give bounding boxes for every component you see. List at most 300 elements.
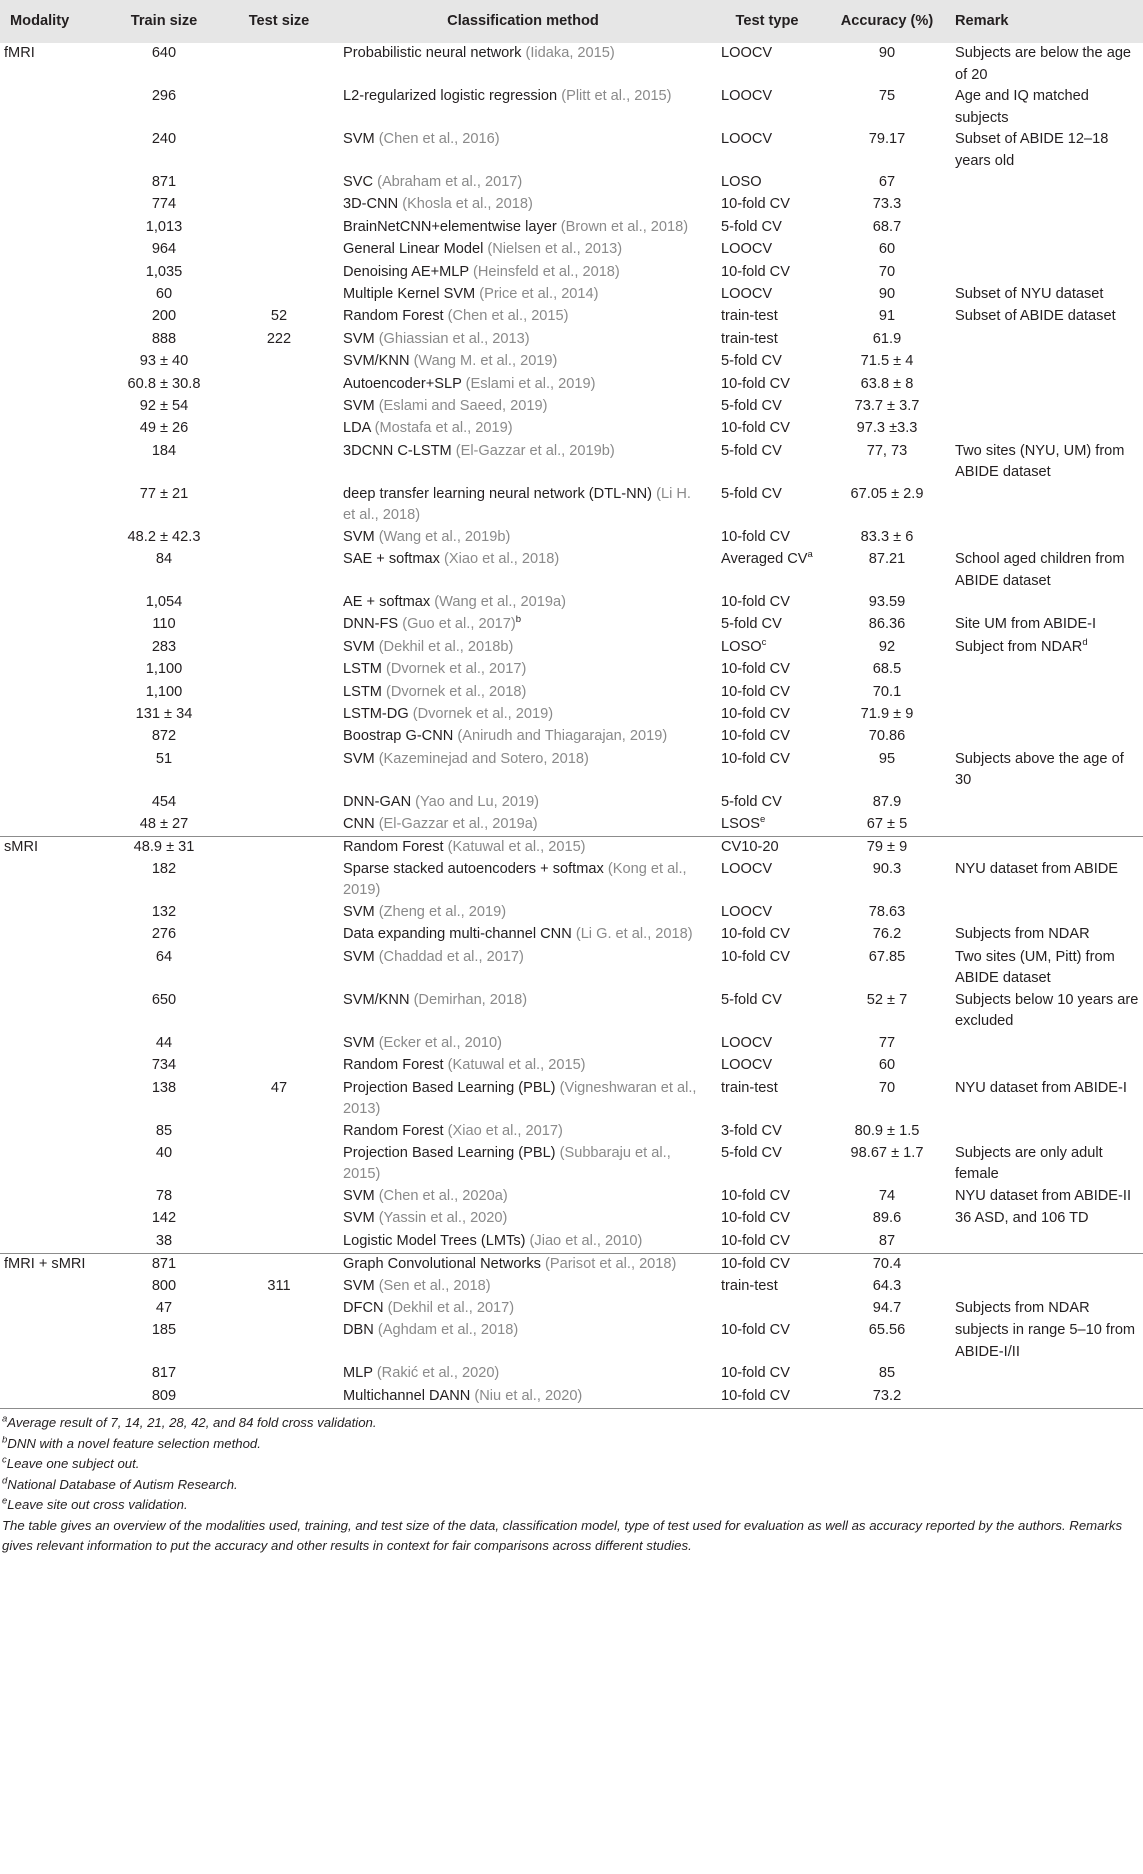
citation-link: (Parisot et al., 2018) (544, 1255, 677, 1272)
citation-link: (Xiao et al., 2017) (447, 1122, 563, 1139)
citation-link: (Demirhan, 2018) (413, 991, 528, 1008)
accuracy-text: 90 (878, 45, 896, 61)
modality-cell (0, 859, 107, 902)
test-type-cell (709, 792, 825, 814)
method-cell (337, 614, 709, 636)
citation-link: (Ecker et al., 2010) (378, 1034, 502, 1051)
test-type-text: LOOCV (721, 45, 773, 61)
test-type-text: LOOCV (721, 285, 773, 302)
test-type-text: 5-fold CV (721, 353, 782, 370)
test-type-text: 10-fold CV (721, 683, 790, 700)
test-type-text: 10-fold CV (721, 661, 790, 678)
table-row (0, 859, 1143, 902)
accuracy-text: 65.56 (868, 1322, 906, 1339)
citation-link: (Rakić et al., 2020) (376, 1365, 500, 1382)
accuracy-cell (825, 682, 949, 704)
remark-cell (949, 1253, 1143, 1275)
footnote (2, 1495, 1143, 1516)
test-size-cell (221, 726, 337, 748)
train-size-cell (107, 614, 221, 636)
method-cell (337, 262, 709, 284)
train-size-cell (107, 284, 221, 306)
test-size-cell (221, 814, 337, 836)
test-size-cell (221, 86, 337, 129)
remark-cell (949, 262, 1143, 284)
modality-cell (0, 1231, 107, 1253)
train-size-cell (107, 814, 221, 836)
remark-cell (949, 1298, 1143, 1320)
test-type-cell (709, 837, 825, 859)
train-size-text: 872 (151, 728, 177, 745)
test-type-text: 10-fold CV (721, 706, 790, 723)
modality-cell (0, 86, 107, 129)
method-name: Projection Based Learning (PBL) (343, 1079, 556, 1096)
train-size-cell (107, 549, 221, 592)
test-type-text: train-test (721, 308, 778, 325)
test-size-cell (221, 614, 337, 636)
method-cell (337, 306, 709, 328)
train-size-cell (107, 374, 221, 396)
method-name: SAE + softmax (343, 551, 440, 568)
train-size-text: 296 (151, 88, 177, 104)
table-row (0, 1363, 1143, 1385)
train-size-cell (107, 194, 221, 216)
method-name: MLP (343, 1365, 373, 1382)
test-type-cell (709, 239, 825, 261)
test-type-cell (709, 418, 825, 440)
method-cell (337, 329, 709, 351)
accuracy-text: 68.5 (872, 661, 902, 678)
footnote-marker: c (2, 1454, 7, 1466)
citation-link: (Dvornek et al., 2019) (412, 706, 554, 723)
test-size-cell (221, 682, 337, 704)
remark-cell (949, 1121, 1143, 1143)
test-type-cell (709, 374, 825, 396)
remark-text: Subjects above the age of 30 (955, 750, 1124, 789)
train-size-text: 92 ± 54 (139, 397, 189, 414)
method-cell (337, 859, 709, 902)
method-cell (337, 1276, 709, 1298)
test-type-text: 5-fold CV (721, 485, 782, 502)
accuracy-text: 80.9 ± 1.5 (854, 1122, 920, 1139)
modality-cell (0, 1363, 107, 1385)
test-type-text: 10-fold CV (721, 1322, 790, 1339)
accuracy-cell (825, 484, 949, 527)
modality-cell (0, 902, 107, 924)
accuracy-text: 67.85 (868, 948, 906, 965)
method-name: Projection Based Learning (PBL) (343, 1144, 556, 1161)
modality-cell (0, 749, 107, 792)
citation-link: (Eslami and Saeed, 2019) (378, 397, 548, 414)
method-cell (337, 814, 709, 836)
test-type-cell (709, 704, 825, 726)
test-type-cell (709, 1143, 825, 1186)
method-name: CNN (343, 816, 375, 833)
modality-cell (0, 1253, 107, 1275)
test-size-cell (221, 262, 337, 284)
remark-cell (949, 614, 1143, 636)
remark-cell (949, 1033, 1143, 1055)
accuracy-cell (825, 1386, 949, 1408)
method-cell (337, 418, 709, 440)
accuracy-cell (825, 329, 949, 351)
remark-text: NYU dataset from ABIDE-I (955, 1079, 1127, 1096)
table-row (0, 374, 1143, 396)
accuracy-text: 63.8 ± 8 (860, 375, 914, 392)
method-cell (337, 792, 709, 814)
train-size-cell (107, 129, 221, 172)
remark-text: Subjects are only adult female (955, 1144, 1103, 1183)
train-size-text: 40 (155, 1144, 173, 1161)
footnote-marker: e (759, 814, 766, 826)
test-type-cell (709, 749, 825, 792)
footnote-marker: d (1082, 637, 1088, 648)
method-cell (337, 924, 709, 946)
method-cell (337, 947, 709, 990)
accuracy-text: 75 (878, 88, 896, 104)
remark-cell (949, 1320, 1143, 1363)
test-size-cell (221, 1320, 337, 1363)
accuracy-cell (825, 990, 949, 1033)
test-size-cell (221, 1386, 337, 1408)
remark-text: Subjects are below the age of 20 (955, 45, 1132, 83)
remark-cell (949, 239, 1143, 261)
train-size-text: 182 (151, 860, 177, 877)
test-type-cell (709, 859, 825, 902)
table-row (0, 239, 1143, 261)
test-type-text: LOOCV (721, 1057, 773, 1074)
test-type-text: LOSO (721, 638, 762, 655)
test-type-cell (709, 1363, 825, 1385)
test-type-text: 10-fold CV (721, 926, 790, 943)
accuracy-text: 73.7 ± 3.7 (854, 397, 920, 414)
citation-link: (Chen et al., 2020a) (378, 1187, 508, 1204)
accuracy-cell (825, 441, 949, 484)
test-size-cell (221, 396, 337, 418)
test-type-cell (709, 1298, 825, 1320)
modality-cell (0, 262, 107, 284)
train-size-cell (107, 1363, 221, 1385)
method-name: Logistic Model Trees (LMTs) (343, 1232, 526, 1249)
test-type-text: 10-fold CV (721, 1365, 790, 1382)
method-cell (337, 1121, 709, 1143)
remark-text: Subjects from NDAR (955, 1299, 1090, 1316)
accuracy-cell (825, 726, 949, 748)
train-size-cell (107, 329, 221, 351)
modality-cell (0, 592, 107, 614)
train-size-text: 85 (155, 1122, 173, 1139)
test-type-cell (709, 1231, 825, 1253)
test-type-cell (709, 947, 825, 990)
table-caption: The table gives an overview of the modalities used, training, and test size of the data, classification model, type of test used for evaluation as well as accuracy reported by the authors. Remarks gives relevant information to put the accuracy and other results in context for fair comparisons across different studies. (2, 1517, 1123, 1554)
footnotes (0, 1409, 1143, 1557)
method-name: Denoising AE+MLP (343, 263, 469, 280)
accuracy-cell (825, 637, 949, 659)
remark-text: Two sites (UM, Pitt) from ABIDE dataset (955, 948, 1115, 987)
train-size-text: 84 (155, 551, 173, 568)
modality-cell (0, 239, 107, 261)
table-row (0, 172, 1143, 194)
train-size-cell (107, 792, 221, 814)
accuracy-cell (825, 374, 949, 396)
method-name: 3D-CNN (343, 196, 399, 213)
remark-cell (949, 1078, 1143, 1121)
test-type-text: 10-fold CV (721, 1187, 790, 1204)
citation-link: (Brown et al., 2018) (560, 218, 689, 235)
table-row (0, 1078, 1143, 1121)
train-size-cell (107, 859, 221, 902)
table-row (0, 837, 1143, 859)
test-type-cell (709, 990, 825, 1033)
table-row (0, 129, 1143, 172)
method-name: AE + softmax (343, 594, 431, 611)
table-row (0, 194, 1143, 216)
test-size-cell (221, 990, 337, 1033)
test-type-cell (709, 1121, 825, 1143)
citation-link: (Vigneshwaran et al., 2013) (343, 1079, 697, 1118)
test-size-cell (221, 1186, 337, 1208)
remark-cell (949, 637, 1143, 659)
remark-cell (949, 682, 1143, 704)
test-size-text: 47 (270, 1079, 288, 1096)
citation-link: (Guo et al., 2017) (402, 616, 516, 633)
citation-link: (Xiao et al., 2018) (444, 551, 560, 568)
citation-link: (El-Gazzar et al., 2019b) (455, 442, 615, 459)
test-size-cell (221, 1231, 337, 1253)
method-cell (337, 217, 709, 239)
train-size-cell (107, 43, 221, 86)
table-row (0, 1276, 1143, 1298)
method-name: Multichannel DANN (343, 1387, 471, 1404)
table-row (0, 726, 1143, 748)
accuracy-cell (825, 1033, 949, 1055)
method-name: SVM (343, 1034, 375, 1051)
accuracy-text: 73.2 (872, 1387, 902, 1404)
train-size-cell (107, 172, 221, 194)
train-size-text: 454 (151, 793, 177, 810)
citation-link: (Yassin et al., 2020) (378, 1210, 508, 1227)
modality-cell (0, 637, 107, 659)
remark-cell (949, 306, 1143, 328)
accuracy-text: 77 (878, 1034, 896, 1051)
method-cell (337, 194, 709, 216)
citation-link: (Aghdam et al., 2018) (377, 1322, 519, 1339)
modality-cell (0, 1078, 107, 1121)
method-name: SVM (343, 330, 375, 347)
remark-cell (949, 172, 1143, 194)
method-name: Random Forest (343, 308, 444, 325)
header-accuracy: Accuracy (%) (840, 12, 934, 29)
train-size-text: 78 (155, 1187, 173, 1204)
modality-cell (0, 306, 107, 328)
citation-link: (Nielsen et al., 2013) (487, 241, 623, 258)
remark-cell (949, 1386, 1143, 1408)
method-cell (337, 43, 709, 86)
method-name: Boostrap G-CNN (343, 728, 454, 745)
train-size-text: 774 (151, 196, 177, 213)
modality-cell (0, 418, 107, 440)
test-size-cell (221, 749, 337, 792)
table-row (0, 329, 1143, 351)
accuracy-text: 71.5 ± 4 (860, 353, 914, 370)
remark-cell (949, 902, 1143, 924)
test-size-text: 311 (267, 1277, 291, 1294)
train-size-text: 640 (151, 45, 177, 61)
train-size-cell (107, 1253, 221, 1275)
test-type-text: train-test (721, 330, 778, 347)
method-cell (337, 129, 709, 172)
test-type-text: LOOCV (721, 88, 773, 104)
accuracy-text: 92 (878, 638, 896, 655)
remark-cell (949, 1208, 1143, 1230)
train-size-text: 1,100 (145, 661, 183, 678)
test-size-cell (221, 484, 337, 527)
citation-link: (Dekhil et al., 2018b) (378, 638, 514, 655)
accuracy-text: 52 ± 7 (866, 991, 908, 1008)
citation-link: (Chen et al., 2016) (378, 131, 500, 147)
accuracy-text: 87 (878, 1232, 896, 1249)
table-row (0, 484, 1143, 527)
test-size-cell (221, 1055, 337, 1077)
method-name: SVM (343, 750, 375, 767)
test-type-cell (709, 682, 825, 704)
train-size-text: 734 (151, 1057, 177, 1074)
modality-text: fMRI (4, 45, 35, 61)
train-size-cell (107, 947, 221, 990)
modality-cell (0, 374, 107, 396)
remark-cell (949, 284, 1143, 306)
train-size-cell (107, 441, 221, 484)
test-type-cell (709, 129, 825, 172)
train-size-text: 888 (151, 330, 177, 347)
train-size-text: 871 (151, 174, 177, 190)
method-cell (337, 1055, 709, 1077)
method-cell (337, 351, 709, 373)
accuracy-cell (825, 859, 949, 902)
test-type-text: 10-fold CV (721, 1210, 790, 1227)
footnote-marker: b (515, 614, 522, 626)
test-type-text: 10-fold CV (721, 728, 790, 745)
remark-cell (949, 947, 1143, 990)
test-type-cell (709, 814, 825, 836)
method-name: SVM (343, 948, 375, 965)
remark-cell (949, 837, 1143, 859)
remark-cell (949, 441, 1143, 484)
citation-link: (Subbaraju et al., 2015) (343, 1144, 671, 1183)
test-type-text: 3-fold CV (721, 1122, 782, 1139)
table-row (0, 351, 1143, 373)
citation-link: (Niu et al., 2020) (474, 1387, 583, 1404)
test-size-cell (221, 704, 337, 726)
citation-link: (Dvornek et al., 2017) (385, 661, 527, 678)
accuracy-cell (825, 1055, 949, 1077)
method-name: SVM (343, 1210, 375, 1227)
remark-cell (949, 217, 1143, 239)
train-size-text: 184 (151, 442, 177, 459)
test-size-cell (221, 947, 337, 990)
method-cell (337, 239, 709, 261)
test-type-text: LOOCV (721, 241, 773, 258)
method-name: DBN (343, 1322, 374, 1339)
method-name: 3DCNN C-LSTM (343, 442, 452, 459)
table-row (0, 43, 1143, 86)
train-size-text: 38 (155, 1232, 173, 1249)
accuracy-text: 87.9 (872, 793, 902, 810)
test-type-text: 5-fold CV (721, 442, 782, 459)
test-type-text: 10-fold CV (721, 594, 790, 611)
method-name: Multiple Kernel SVM (343, 285, 476, 302)
modality-cell (0, 284, 107, 306)
footnote-marker: a (807, 549, 813, 561)
modality-cell (0, 792, 107, 814)
test-size-text: 222 (266, 330, 292, 347)
remark-cell (949, 1055, 1143, 1077)
train-size-text: 964 (151, 241, 177, 258)
accuracy-text: 76.2 (872, 926, 902, 943)
method-cell (337, 1143, 709, 1186)
accuracy-cell (825, 1143, 949, 1186)
accuracy-cell (825, 814, 949, 836)
accuracy-text: 61.9 (872, 330, 902, 347)
header-row (0, 0, 1143, 43)
accuracy-cell (825, 194, 949, 216)
train-size-text: 138 (151, 1079, 177, 1096)
remark-text: Subset of NYU dataset (955, 285, 1104, 302)
train-size-text: 240 (151, 131, 177, 147)
accuracy-text: 91 (878, 308, 896, 325)
test-size-cell (221, 306, 337, 328)
modality-cell (0, 1320, 107, 1363)
method-cell (337, 1386, 709, 1408)
test-size-cell (221, 1298, 337, 1320)
accuracy-text: 86.36 (868, 616, 906, 633)
accuracy-cell (825, 592, 949, 614)
train-size-text: 77 ± 21 (139, 485, 189, 502)
test-size-cell (221, 329, 337, 351)
accuracy-cell (825, 527, 949, 549)
train-size-text: 60.8 ± 30.8 (127, 375, 201, 392)
table-row (0, 1320, 1143, 1363)
train-size-text: 47 (155, 1299, 173, 1316)
modality-cell (0, 329, 107, 351)
remark-cell (949, 484, 1143, 527)
test-size-cell (221, 1208, 337, 1230)
test-type-text: LSOS (721, 816, 760, 833)
test-type-cell (709, 614, 825, 636)
footnote-marker: c (761, 637, 767, 648)
test-size-cell (221, 659, 337, 681)
table-row (0, 990, 1143, 1033)
modality-cell (0, 43, 107, 86)
accuracy-cell (825, 1186, 949, 1208)
accuracy-cell (825, 129, 949, 172)
method-name: LSTM (343, 683, 382, 700)
train-size-cell (107, 1143, 221, 1186)
table-row (0, 659, 1143, 681)
train-size-cell (107, 749, 221, 792)
train-size-cell (107, 1231, 221, 1253)
test-type-text: 5-fold CV (721, 397, 782, 414)
accuracy-text: 73.3 (872, 196, 902, 213)
accuracy-cell (825, 1298, 949, 1320)
accuracy-text: 60 (878, 241, 896, 258)
accuracy-text: 95 (878, 750, 896, 767)
train-size-text: 200 (151, 308, 177, 325)
train-size-text: 185 (151, 1322, 177, 1339)
remark-text: Subject from NDAR (955, 638, 1083, 655)
accuracy-text: 97.3 ±3.3 (856, 420, 918, 437)
accuracy-cell (825, 1231, 949, 1253)
